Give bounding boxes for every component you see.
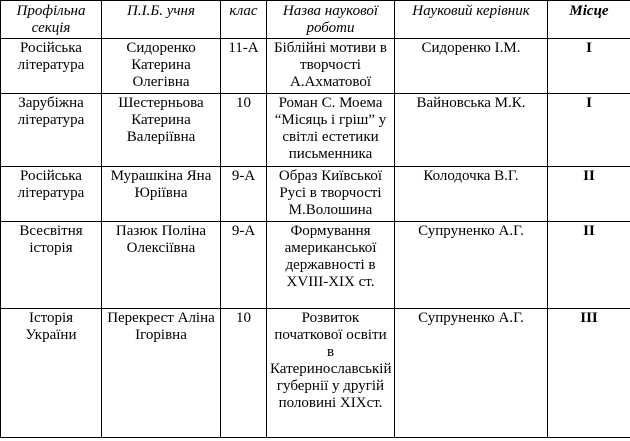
cell-place: І [548,39,630,94]
cell-work-title: Розвиток початкової освіти в Катеринославській губернії у другій половині ХІХст. [267,309,395,438]
cell-supervisor: Сидоренко І.М. [395,39,548,94]
cell-student-name: Перекрест Аліна Ігорівна [102,309,221,438]
cell-place: ІІ [548,222,630,309]
header-work: Назва наукової роботи [267,1,395,39]
cell-student-name: Сидоренко Катерина Олегівна [102,39,221,94]
cell-work-title: Формування американської державності в XVIII-XIX ст. [267,222,395,309]
header-place: Місце [548,1,630,39]
cell-place: ІІІ [548,309,630,438]
cell-grade: 10 [221,94,267,167]
cell-grade: 9-А [221,167,267,222]
header-grade: клас [221,1,267,39]
cell-place: І [548,94,630,167]
cell-work-title: Біблійні мотиви в творчості А.Ахматової [267,39,395,94]
table-row [1,94,630,167]
cell-section: Зарубіжна література [1,94,102,167]
cell-supervisor: Супруненко А.Г. [395,309,548,438]
cell-section: Російська література [1,167,102,222]
cell-grade: 9-А [221,222,267,309]
header-section: Профільна секція [1,1,102,39]
cell-supervisor: Вайновська М.К. [395,94,548,167]
header-row [1,1,630,39]
table-row [1,222,630,309]
cell-section: Російська література [1,39,102,94]
table-row [1,39,630,94]
cell-grade: 11-А [221,39,267,94]
cell-section: Всесвітня історія [1,222,102,309]
cell-student-name: Шестерньова Катерина Валеріївна [102,94,221,167]
cell-grade: 10 [221,309,267,438]
header-name: П.І.Б. учня [102,1,221,39]
cell-student-name: Мурашкіна Яна Юріївна [102,167,221,222]
cell-student-name: Пазюк Поліна Олексіївна [102,222,221,309]
cell-supervisor: Супруненко А.Г. [395,222,548,309]
table-row [1,167,630,222]
cell-supervisor: Колодочка В.Г. [395,167,548,222]
header-supervisor: Науковий керівник [395,1,548,39]
table-row [1,309,630,438]
cell-place: ІІ [548,167,630,222]
cell-work-title: Роман С. Моема “Місяць і гріш” у світлі естетики письменника [267,94,395,167]
cell-section: Історія України [1,309,102,438]
cell-work-title: Образ Київської Русі в творчості М.Волошина [267,167,395,222]
